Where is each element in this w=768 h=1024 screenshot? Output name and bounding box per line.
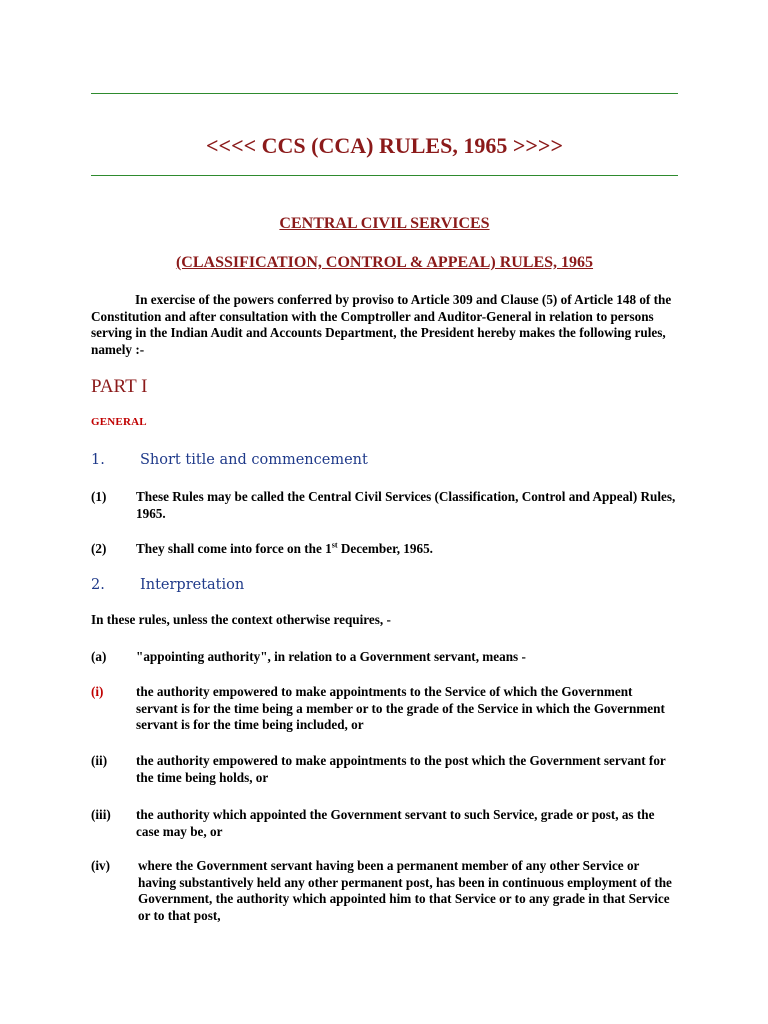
part-subtitle: GENERAL [91, 416, 147, 428]
clause-2-text [136, 541, 676, 558]
preamble-paragraph: In exercise of the powers conferred by proviso to Article 309 and Clause (5) of Article 148 of the Constitution and after consultation with the Comptroller and Auditor-General in relation to persons serving in the Indian Audit and Accounts Department, the President hereby makes the following rules, namely :- [91, 292, 672, 357]
section-2-title-wrap [140, 576, 244, 594]
section-1-number: 1. [91, 452, 105, 468]
clause-2-superscript: st [331, 540, 338, 550]
item-ii-label: (ii) [91, 753, 108, 768]
clause-1-label: (1) [91, 489, 107, 504]
title-divider [91, 175, 678, 176]
item-ii-text: the authority empowered to make appointments to the post which the Government servant for the time being holds, or [136, 753, 666, 785]
item-a-text: "appointing authority", in relation to a Government servant, means - [136, 649, 526, 664]
clause-2-label: (2) [91, 541, 107, 556]
item-i-text: the authority empowered to make appointments to the Service of which the Government servant is for the time being a member or to the grade of the Service in which the Government servant is for the time being included, or [136, 684, 665, 733]
item-iii-text: the authority which appointed the Government servant to such Service, grade or post, as the case may be, or [136, 807, 655, 839]
item-iv-label: (iv) [91, 858, 111, 873]
item-i-label: (i) [91, 684, 104, 699]
section-2-heading [91, 576, 105, 594]
section-1-heading [91, 451, 105, 469]
section-2-intro: In these rules, unless the context otherwise requires, - [91, 612, 391, 627]
top-divider [91, 93, 678, 94]
clause-1-text: These Rules may be called the Central Civil Services (Classification, Control and Appeal) Rules, 1965. [136, 489, 676, 521]
heading-line-1: CENTRAL CIVIL SERVICES [279, 215, 490, 232]
section-2-title: Interpretation [140, 577, 245, 593]
item-iv-text: where the Government servant having been a permanent member of any other Service or having substantively held any other permanent post, has been in continuous employment of the Government, the authority which appointed him to that Service or to any grade in that Service or to that post, [138, 858, 672, 923]
section-2-number: 2. [91, 577, 105, 593]
item-a-label: (a) [91, 649, 107, 664]
section-1-title-wrap [140, 451, 368, 469]
clause-2-text-after: December, 1965. [337, 541, 433, 556]
heading-line-2: (CLASSIFICATION, CONTROL & APPEAL) RULES, 1965 [175, 254, 594, 271]
part-label: PART I [91, 376, 148, 397]
item-iii-label: (iii) [91, 807, 111, 822]
clause-2-text-before: They shall come into force on the 1 [136, 541, 332, 556]
section-1-title: Short title and commencement [140, 452, 368, 468]
document-title: <<<< CCS (CCA) RULES, 1965 >>>> [206, 133, 563, 158]
